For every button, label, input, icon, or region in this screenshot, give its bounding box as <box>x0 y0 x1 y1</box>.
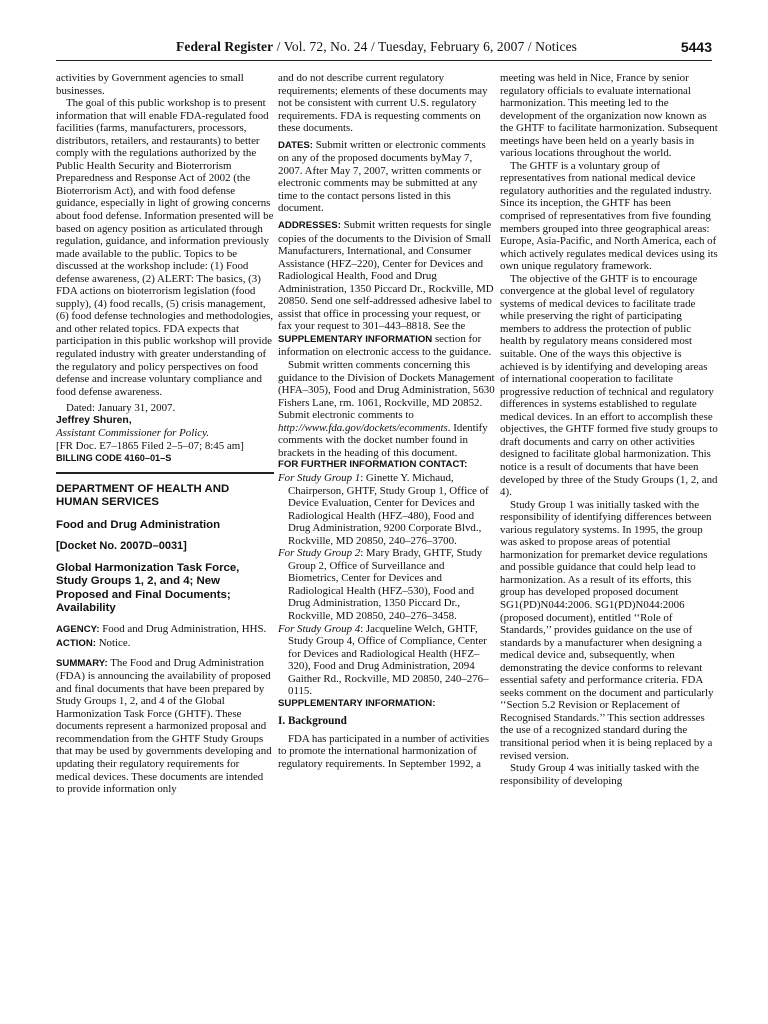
addresses-label: ADDRESSES: <box>278 220 341 232</box>
paragraph-continuation: activities by Government agencies to small businesses. <box>56 72 244 97</box>
department-heading: DEPARTMENT OF HEALTH AND HUMAN SERVICES <box>56 482 230 509</box>
section-divider <box>56 472 274 474</box>
paragraph-study-group-4: Study Group 4 was initially tasked with the responsibility of developing <box>500 762 700 787</box>
addresses-tail: section for information on electronic access to the guidance. <box>278 332 492 359</box>
study-group-2-label: For Study Group 2 <box>278 547 361 560</box>
study-group-4-label: For Study Group 4 <box>278 622 361 635</box>
paragraph-continuation: meeting was held in Nice, France by senior regulatory officials to evaluate international harmonization. This meeting led to the development of the organization now known as the GHTF to facilitate harmonization. Subsequent meetings have been held on a yearly basis in various locations throughout the world. <box>500 72 718 160</box>
background-heading: I. Background <box>278 715 347 728</box>
page-header <box>56 38 712 61</box>
document-title: Global Harmonization Task Force, Study Groups 1, 2, and 4; New Proposed and Final Documents; Availability <box>56 561 240 615</box>
addresses-text: Submit written requests for single copies of the documents to the Division of Small Manufacturers, International, and Consumer Assistance (HFZ–220), Center for Devices and Radiological Health, Food and Drug Administration, 1350 Piccard Dr., Rockville, MD 20850. Send one self-addressed adhesive label to assist that office in processing your request, or fax your request to 301–443–8818. See the <box>278 219 494 333</box>
summary-text: The Food and Drug Administration (FDA) is announcing the availability of proposed and final documents that have been prepared by Study Groups 1, 2, and 4 of the Global Harmonization Task Force (GHTF). These documents represent a harmonized proposal and recommendation from the GHTF Study Groups that may be used by governments developing and updating their regulatory requirements for medical devices. These documents are intended to provide information only <box>56 656 272 796</box>
dates-field <box>278 139 496 215</box>
submit-text: Submit written comments concerning this guidance to the Division of Dockets Management (HFA–305), Food and Drug Administration, 5630 Fishers Lane, rm. 1061, Rockville, MD 20852. Submit electronic comments to <box>278 359 495 422</box>
submit-text-tail: . Identify comments with the docket number found in brackets in the heading of this document. <box>278 421 488 459</box>
dates-label: DATES: <box>278 139 313 151</box>
column-1 <box>56 72 274 796</box>
contact-study-group-1 <box>278 472 496 547</box>
paragraph-study-group-1: Study Group 1 was initially tasked with the responsibility of identifying differences between various regulatory systems. In 1995, the group was asked to propose areas of potential harmonization for premarket device regulations and possible guidance that could help lead to harmonization. As a result of its efforts, this group has developed proposed document SG1(PD)N044:2006. SG1(PD)N044:2006 (proposed document), entitled ‘‘Role of Standards,’’ provides guidance on the use of standards by a manufacturer when designing a medical device and, subsequently, when demonstrating the device conforms to relevant essential safety and performance criteria. FDA seeks comment on the document and particularly ‘‘Section 5.2 Revision or Replacement of Recognised Standards.’’ This section addresses the use of a recognized standard during the transitional period when it is being replaced by a revised version. <box>500 498 714 762</box>
docket-number: [Docket No. 2007D–0031] <box>56 540 187 553</box>
publication-name: Federal Register <box>176 39 274 54</box>
agency-label: AGENCY: <box>56 624 100 636</box>
submit-comments-paragraph <box>278 359 496 459</box>
study-group-4-contact: : Jacqueline Welch, GHTF, Study Group 4, Office of Compliance, Center for Devices and Radiological Health (HFZ–320), Food and Drug Administration, 2094 Gaither Rd., Rockville, MD 20850, 240–276–0115. <box>288 622 489 698</box>
paragraph-continuation: and do not describe current regulatory requirements; elements of these documents may not be consistent with current U.S. regulatory requirements. FDA is requesting comments on these documents. <box>278 72 488 135</box>
paragraph-workshop-goal: The goal of this public workshop is to present information that will enable FDA-regulated food facilities (farms, manufacturers, processors, distributors, retailers, and restaurants) to better comply with the regulations authorized by the Public Health Security and Bioterrorism Preparedness and Response Act of 2002 (the Bioterrorism Act), and with food defense guidance, especially in light of growing concerns about food defense. Information presented will be based on agency position as articulated through regulation, guidance, and information previously made available to the public. Topics to be discussed at the workshop include: (1) Food defense awareness, (2) ALERT: The basics, (3) FDA actions on bioterrorism legislation (food supply), (4) food recalls, (5) crisis management, (6) food defense technologies and methodologies, and other related topics. FDA expects that participation in this public workshop will provide regulated industry with greater understanding of the regulatory and policy perspectives on food defense and increase voluntary compliance and food defense awareness. <box>56 97 274 398</box>
study-group-1-label: For Study Group 1 <box>278 471 361 484</box>
dates-text: Submit written or electronic comments on any of the proposed documents byMay 7, 2007. After May 7, 2007, written comments or electronic comments may be submitted at any time to the contact persons listed in this document. <box>278 138 486 215</box>
supplementary-info-reference: SUPPLEMENTARY INFORMATION <box>278 333 433 345</box>
contact-study-group-2 <box>278 547 496 622</box>
study-group-1-contact: : Ginette Y. Michaud, Chairperson, GHTF, Study Group 1, Office of Device Evaluation, Center for Devices and Radiological Health (HFZ–480), Food and Drug Administration, 9200 Corporate Blvd., Rockville, MD 20850, 240–276–3700. <box>288 471 489 547</box>
agency-field <box>56 623 274 637</box>
issue-info: / Vol. 72, No. 24 / Tuesday, February 6, 2007 / Notices <box>273 39 578 54</box>
agency-text: Food and Drug Administration, HHS. <box>99 623 267 636</box>
signer-name: Jeffrey Shuren, <box>56 414 132 426</box>
summary-field <box>56 657 274 796</box>
signer-title: Assistant Commissioner for Policy. <box>56 427 210 440</box>
ecomments-link[interactable]: http://www.fda.gov/dockets/ecomments <box>278 421 448 434</box>
further-info-label: FOR FURTHER INFORMATION CONTACT: <box>278 459 468 471</box>
addresses-field <box>278 219 496 359</box>
column-2 <box>278 72 496 771</box>
billing-code: BILLING CODE 4160–01–S <box>56 453 172 464</box>
study-group-2-contact: : Mary Brady, GHTF, Study Group 2, Office of Surveillance and Biometrics, Center for Devices and Radiological Health (HFZ–530), Food and Drug Administration, 1350 Piccard Dr., Rockville, MD 20850, 240–276–3458. <box>288 547 483 622</box>
contact-study-group-4 <box>278 623 496 698</box>
dated-line: Dated: January 31, 2007. <box>66 402 176 415</box>
paragraph-ghtf-objective: The objective of the GHTF is to encourage convergence at the global level of regulatory systems of medical devices to facilitate trade while preserving the right of participating members to address the protection of public health by regulatory means considered most suitable. One of the ways this objective is achieved is by identifying and developing areas of international cooperation to facilitate progressive reduction of technical and regulatory differences in systems established to regulate medical devices. In an effort to accomplish these objectives, the GHTF formed five study groups to draft documents and carry on other activities designed to facilitate global harmonization. This notice is a result of documents that have been developed by three of the Study Groups (1, 2, and 4). <box>500 272 718 499</box>
column-3 <box>500 72 718 787</box>
action-text: Notice. <box>95 637 131 650</box>
page-number: 5443 <box>680 39 712 55</box>
supplementary-info-label: SUPPLEMENTARY INFORMATION: <box>278 697 436 709</box>
action-label: ACTION: <box>56 638 96 650</box>
agency-heading: Food and Drug Administration <box>56 518 221 531</box>
summary-label: SUMMARY: <box>56 657 108 669</box>
background-paragraph: FDA has participated in a number of activities to promote the international harmonization of regulatory requirements. In September 1992, a <box>278 732 490 770</box>
paragraph-ghtf-membership: The GHTF is a voluntary group of representatives from national medical device regulatory authorities and the regulated industry. Since its inception, the GHTF has been comprised of representatives from five founding members grouped into three geographical areas: Europe, Asia-Pacific, and North America, each of which actively regulates medical devices using its own unique regulatory framework. <box>500 159 718 273</box>
action-field <box>56 637 274 651</box>
fr-doc-line: [FR Doc. E7–1865 Filed 2–5–07; 8:45 am] <box>56 439 244 452</box>
header-title <box>176 39 577 55</box>
